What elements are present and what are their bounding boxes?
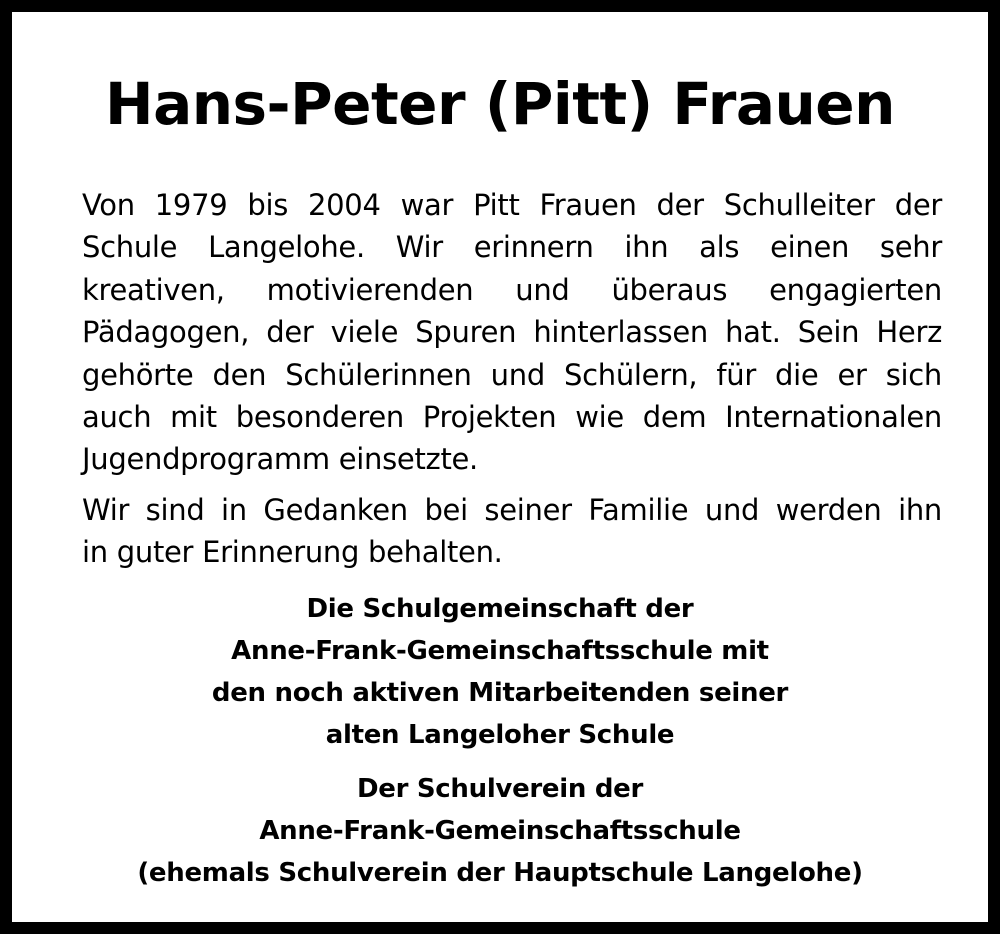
- tribute-paragraph: [82, 184, 942, 481]
- text-line: in guter Erinnerung behalten.: [82, 535, 503, 570]
- text-line: Von 1979 bis 2004 war Pitt Frauen der Schulleiter der: [82, 188, 942, 222]
- signature-school-community: [24, 588, 976, 756]
- signature-line: Die Schulgemeinschaft der: [306, 594, 694, 624]
- signature-school-association: [24, 768, 976, 894]
- text-line: Schule Langelohe. Wir erinnern ihn als einen sehr: [82, 230, 942, 265]
- text-line: kreativen, motivierenden und überaus engagierten: [82, 272, 942, 307]
- text-line: gehörte den Schülerinnen und Schülern, für die er sich: [82, 357, 942, 392]
- signature-line: Anne-Frank-Gemeinschaftsschule mit: [231, 636, 769, 666]
- text-line: Wir sind in Gedanken bei seiner Familie und werden ihn: [82, 493, 942, 527]
- signature-line: den noch aktiven Mitarbeitenden seiner: [211, 678, 789, 708]
- text-line: Pädagogen, der viele Spuren hinterlassen hat. Sein Herz: [82, 315, 942, 350]
- text-line: auch mit besonderen Projekten wie dem Internationalen: [82, 399, 942, 434]
- signature-line: Anne-Frank-Gemeinschaftsschule: [259, 816, 741, 846]
- signature-line: alten Langeloher Schule: [325, 720, 675, 750]
- signature-line: (ehemals Schulverein der Hauptschule Langelohe): [137, 858, 863, 888]
- obituary-title: Hans-Peter (Pitt) Frauen: [105, 70, 895, 138]
- signature-line: Der Schulverein der: [356, 774, 644, 804]
- condolence-paragraph: [82, 489, 942, 574]
- text-line: Jugendprogramm einsetzte.: [82, 442, 478, 477]
